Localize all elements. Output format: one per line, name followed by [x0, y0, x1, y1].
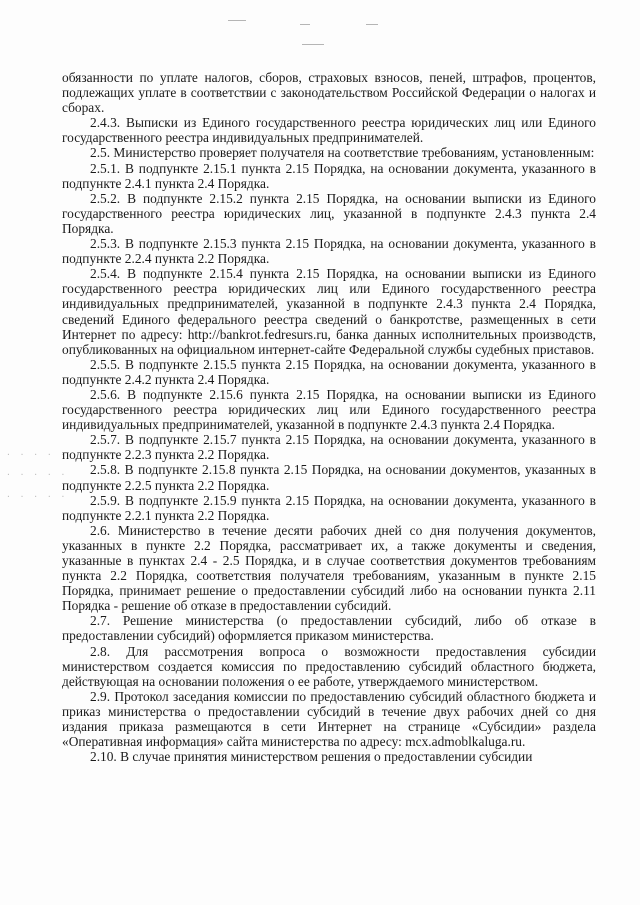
paragraph-2-5-8: 2.5.8. В подпункте 2.15.8 пункта 2.15 Порядка, на основании документов, указанных в подпункте 2.2.5 пункта 2.2 Порядка.	[62, 462, 596, 493]
paragraph-2-4-3: 2.4.3. Выписки из Единого государственного реестра юридических лиц или Единого государственного реестра индивидуальных предпринимателей.	[62, 115, 596, 146]
scan-artifact	[302, 44, 324, 45]
scan-artifact: · · · · ·	[6, 492, 68, 501]
paragraph-2-5-3: 2.5.3. В подпункте 2.15.3 пункта 2.15 Порядка, на основании документа, указанного в подпункте 2.2.4 пункта 2.2 Порядка.	[62, 236, 596, 267]
paragraph-taxes-end: обязанности по уплате налогов, сборов, страховых взносов, пеней, штрафов, процентов, подлежащих уплате в соответствии с законодательством Российской Федерации о налогах и сборах.	[62, 70, 596, 116]
paragraph-2-5-4: 2.5.4. В подпункте 2.15.4 пункта 2.15 Порядка, на основании выписки из Единого государственного реестра юридических лиц или Единого государственного реестра индивидуальных предпринимателей, указанной в подпункте 2.4.3 пункта 2.4 Порядка, сведений Единого федерального реестра сведений о банкротстве, размещенных в сети Интернет по адресу: http://bankrot.fedresurs.ru, банка данных исполнительных производств, опубликованных на официальном интернет-сайте Федеральной службы судебных приставов.	[62, 266, 596, 357]
paragraph-2-7: 2.7. Решение министерства (о предоставлении субсидий, либо об отказе в предоставлении субсидий) оформляется приказом министерства.	[62, 613, 596, 644]
paragraph-2-5: 2.5. Министерство проверяет получателя на соответствие требованиям, установленным:	[90, 145, 595, 161]
paragraph-2-5-6: 2.5.6. В подпункте 2.15.6 пункта 2.15 Порядка, на основании выписки из Единого государственного реестра юридических лиц или Единого государственного реестра индивидуальных предпринимателей, указанной в подпункте 2.4.3 пункта 2.4 Порядка.	[62, 386, 596, 433]
scan-artifact	[300, 24, 310, 25]
paragraph-2-5-2: 2.5.2. В подпункте 2.15.2 пункта 2.15 Порядка, на основании выписки из Единого государственного реестра юридических лиц, указанной в подпункте 2.4.3 пункта 2.4 Порядка.	[62, 190, 596, 236]
scan-artifact	[228, 20, 246, 21]
scan-artifact: · · · · ·	[6, 470, 68, 479]
paragraph-2-10: 2.10. В случае принятия министерством решения о предоставлении субсидии	[90, 749, 533, 765]
paragraph-2-6: 2.6. Министерство в течение десяти рабочих дней со дня получения документов, указанных в пункте 2.2 Порядка, рассматривает их, а также документы и сведения, указанные в пунктах 2.4 - 2.5 Порядка, и в случае соответствия документов требованиям пункта 2.2 Порядка, соответствия получателя требованиям, указанным в пункте 2.15 Порядка, принимает решение о предоставлении субсидий либо на основании пункта 2.11 Порядка - решение об отказе в предоставлении субсидий.	[62, 522, 596, 614]
paragraph-2-5-7: 2.5.7. В подпункте 2.15.7 пункта 2.15 Порядка, на основании документа, указанного в подпункте 2.2.3 пункта 2.2 Порядка.	[62, 432, 596, 463]
scan-artifact: · · · · ·	[6, 450, 68, 459]
document-body	[62, 70, 596, 764]
paragraph-2-9: 2.9. Протокол заседания комиссии по предоставлению субсидий областного бюджета и приказ министерства о предоставлении субсидий в течение двух рабочих дней со дня издания приказа размещаются в сети Интернет на странице «Субсидии» раздела «Оперативная информация» сайта министерства по адресу: mcx.admoblkaluga.ru.	[62, 688, 596, 750]
scan-artifact	[366, 24, 378, 25]
paragraph-2-5-1: 2.5.1. В подпункте 2.15.1 пункта 2.15 Порядка, на основании документа, указанного в подпункте 2.4.1 пункта 2.4 Порядка.	[62, 160, 596, 191]
paragraph-2-5-5: 2.5.5. В подпункте 2.15.5 пункта 2.15 Порядка, на основании документа, указанного в подпункте 2.4.2 пункта 2.4 Порядка.	[62, 356, 596, 387]
paragraph-2-5-9: 2.5.9. В подпункте 2.15.9 пункта 2.15 Порядка, на основании документа, указанного в подпункте 2.2.1 пункта 2.2 Порядка.	[62, 492, 596, 523]
paragraph-2-8: 2.8. Для рассмотрения вопроса о возможности предоставления субсидии министерством создается комиссия по предоставлению субсидий областного бюджета, действующая на основании положения о ее работе, утверждаемого министерством.	[62, 643, 596, 689]
